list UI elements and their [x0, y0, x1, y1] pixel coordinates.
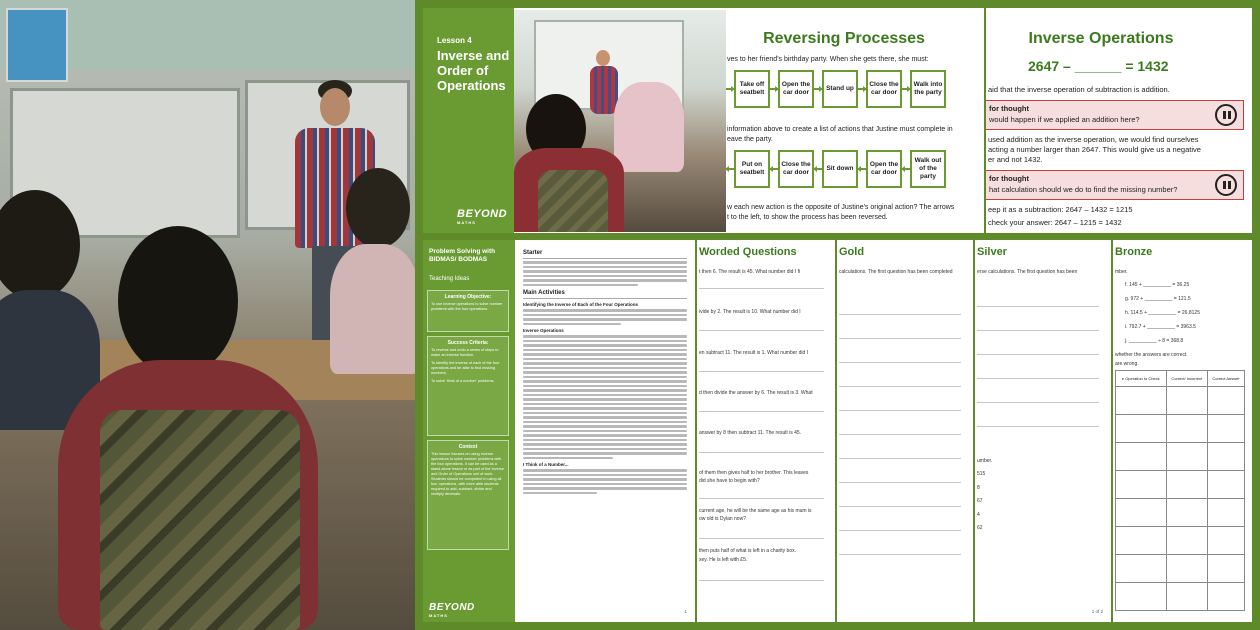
worded-q8: then puts half of what is left in a charity box. [699, 548, 796, 554]
worded-q6: of them then gives half to her brother. This leaves [699, 470, 809, 476]
pause-icon[interactable] [1215, 174, 1237, 196]
slide-classroom-photo-2 [514, 10, 726, 232]
worded-q3: en subtract 11. The result is 1. What number did I [699, 350, 809, 356]
reversing-intro: ves to her friend's birthday party. When she gets there, she must: [727, 56, 929, 63]
flow-arrow [902, 168, 910, 170]
worded-title: Worded Questions [699, 246, 797, 258]
teaching-ideas-title: Problem Solving with BIDMAS/ BODMAS [429, 248, 496, 263]
activity-3-heading: I Think of a Number... [523, 462, 569, 467]
bronze-instructions: mber. [1115, 269, 1128, 275]
reversing-middle-1: information above to create a list of actions that Justine must complete in [727, 126, 953, 133]
bronze-check-instructions: whether the answers are correct. [1115, 352, 1188, 358]
flow-arrow [858, 88, 866, 90]
reversing-title: Reversing Processes [763, 30, 925, 47]
gold-sheet[interactable] [837, 240, 973, 622]
step-stand-up: Stand up [822, 70, 858, 108]
starter-heading: Starter [523, 250, 687, 259]
reverse-flow [726, 150, 946, 188]
bronze-q-f: f. 145 + __________ = 36.25 [1125, 282, 1190, 288]
table-row [1116, 527, 1245, 555]
bronze-q-j: j. __________ ÷ 8 = 368.8 [1125, 338, 1184, 344]
teaching-ideas-page[interactable] [515, 240, 695, 622]
bronze-check-instructions-2: are wrong. [1115, 361, 1139, 367]
thought-2-question: hat calculation should we do to find the missing number? [989, 185, 1178, 194]
silver-line: 515 [977, 471, 986, 477]
answer-2-line-2: check your answer: 2647 – 1215 = 1432 [988, 218, 1122, 227]
bronze-check-table [1115, 370, 1245, 611]
silver-line: 8 [977, 485, 980, 491]
answer-2-line-1: eep it as a subtraction: 2647 – 1432 = 1215 [988, 205, 1133, 214]
worded-q7: current age, he will be the same age as his mum is [699, 508, 812, 514]
reversing-footer-1: w each new action is the opposite of Justine's original action? The arrows [727, 204, 955, 211]
flow-arrow [902, 88, 910, 90]
bronze-q-g: g. 972 + __________ = 121.5 [1125, 296, 1191, 302]
beyond-logo: BEYOND MATHS [457, 208, 508, 225]
table-row [1116, 443, 1245, 471]
worded-q2: ivide by 2. The result is 10. What number did I [699, 309, 801, 315]
food-for-thought-1: for thought would happen if we applied an addition here? [986, 100, 1244, 130]
lesson-title: Inverse and Order of Operations [437, 48, 510, 93]
inverse-title: Inverse Operations [1028, 30, 1174, 47]
forward-flow [726, 70, 946, 108]
table-header: Correct Answer [1208, 371, 1245, 387]
teaching-ideas-subtitle: Teaching Ideas [429, 276, 470, 282]
step-sit-down: Sit down [822, 150, 858, 188]
table-row [1116, 499, 1245, 527]
table-header: Correct/ Incorrect [1166, 371, 1208, 387]
gold-instructions: calculations. The first question has been completed [839, 269, 953, 275]
silver-sheet[interactable] [975, 240, 1111, 622]
worded-q1: t then 6. The result is 45. What number did I fi [699, 269, 801, 275]
worded-questions-sheet[interactable] [697, 240, 835, 622]
answer-1-line-3: er and not 1432. [988, 155, 1043, 164]
step-close-car-door: Close the car door [866, 70, 902, 108]
silver-line: 62 [977, 525, 983, 531]
silver-line: 67 [977, 498, 983, 504]
step-open-car-door-rev: Open the car door [866, 150, 902, 188]
page-number: 1 of 2 [1091, 609, 1103, 614]
learning-objective-box: Learning Objective: To use inverse operations to solve number problems with the four operations. [427, 290, 509, 332]
table-row [1116, 471, 1245, 499]
table-row [1116, 555, 1245, 583]
context-box: Context This lesson focuses on using inverse operations to solve number problems with the four operations. It can be used as a stand-alone lesson or as part of the Inverse and Order of Operations unit of work. Students should be competent in using all four operations, with more able students required to add, subtract, divide and multiply decimals. [427, 440, 509, 550]
step-walk-out-of-party: Walk out of the party [910, 150, 946, 188]
worded-q4: d then divide the answer by 6. The result is 3. What [699, 390, 813, 396]
step-take-off-seatbelt: Take off seatbelt [734, 70, 770, 108]
silver-line: umber. [977, 458, 993, 464]
step-put-on-seatbelt: Put on seatbelt [734, 150, 770, 188]
page-number: 1 [684, 609, 687, 614]
worded-q8b: xey. He is left with £5. [699, 557, 748, 563]
title-slide-panel [423, 8, 523, 233]
table-row [1116, 415, 1245, 443]
answer-1-line-1: used addition as the inverse operation, we would find ourselves [988, 135, 1199, 144]
flow-arrow [814, 168, 822, 170]
activity-1-heading: Identifying the Inverse of Each of the Four Operations [523, 302, 639, 307]
flow-arrow [726, 168, 734, 170]
activity-2-heading: Inverse Operations [523, 328, 564, 333]
reversing-footer-2: t to the left, to show the process has been reversed. [727, 214, 888, 221]
bronze-sheet[interactable] [1113, 240, 1252, 622]
flow-arrow [726, 88, 734, 90]
bronze-q-i: i. 792.7 + __________ = 3963.5 [1125, 324, 1196, 330]
silver-instructions: erse calculations. The first question has been [977, 269, 1078, 275]
step-open-car-door: Open the car door [778, 70, 814, 108]
table-row [1116, 387, 1245, 415]
silver-title: Silver [977, 246, 1007, 258]
bronze-title: Bronze [1115, 246, 1153, 258]
beyond-logo: BEYOND MATHS [429, 602, 475, 618]
worded-q6b: did she have to begin with? [699, 478, 760, 484]
reversing-middle-2: eave the party. [727, 136, 773, 143]
teaching-ideas-sidebar[interactable] [423, 240, 515, 622]
worded-q5: answer by 8 then subtract 11. The result is 45. [699, 430, 802, 436]
flow-arrow [858, 168, 866, 170]
classroom-photo [0, 0, 415, 630]
main-activities-heading: Main Activities [523, 290, 687, 299]
silver-line: 4 [977, 512, 980, 518]
table-header: e Operation to Check [1116, 371, 1167, 387]
equation: 2647 – ______ = 1432 [1028, 58, 1169, 74]
inverse-note: aid that the inverse operation of subtraction is addition. [988, 85, 1170, 94]
worded-q7b: ow old is Dylan now? [699, 516, 746, 522]
pause-icon[interactable] [1215, 104, 1237, 126]
gold-title: Gold [839, 246, 865, 258]
flow-arrow [770, 168, 778, 170]
success-criteria-box: Success Criteria: To reverse and undo a series of steps to make an inverse function. To identify the inverse of each of the four operations and be able to find missing numbers. To solve 'think of a number' problems. [427, 336, 509, 436]
answer-1-line-2: acting a number larger than 2647. This would give us a negative [988, 145, 1201, 154]
lesson-label: Lesson 4 [437, 36, 472, 45]
table-row [1116, 583, 1245, 611]
step-walk-into-party: Walk into the party [910, 70, 946, 108]
flow-arrow [770, 88, 778, 90]
reversing-processes-slide[interactable] [514, 8, 984, 233]
flow-arrow [814, 88, 822, 90]
thought-1-question: would happen if we applied an addition here? [989, 115, 1140, 124]
step-close-car-door-rev: Close the car door [778, 150, 814, 188]
bronze-q-h: h. 114.5 + __________ = 26.8125 [1125, 310, 1200, 316]
food-for-thought-2: for thought hat calculation should we do to find the missing number? [986, 170, 1244, 200]
inverse-operations-slide[interactable] [986, 8, 1252, 233]
